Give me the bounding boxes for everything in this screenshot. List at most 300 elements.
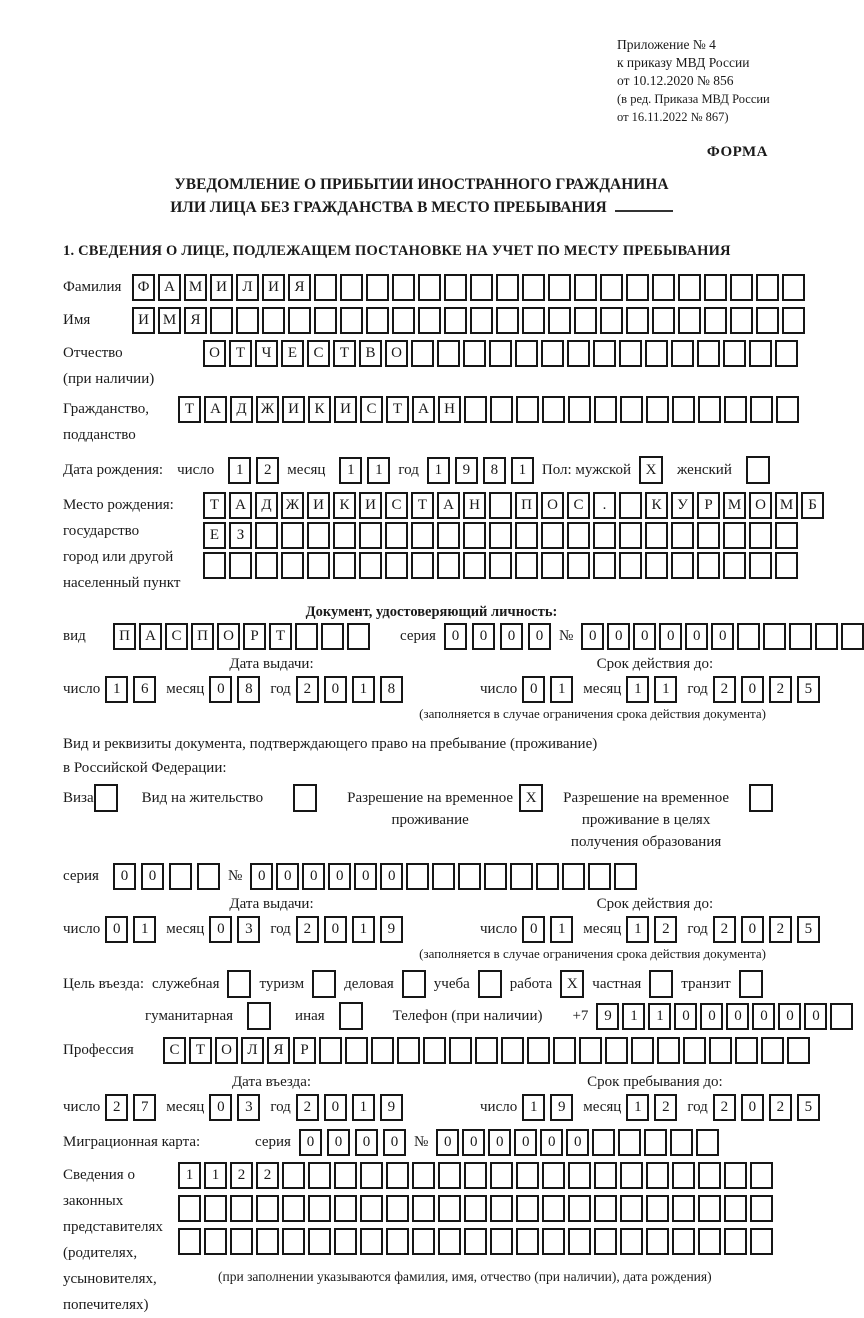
char-cell[interactable] <box>567 522 590 549</box>
char-cell[interactable] <box>392 307 415 334</box>
char-cell[interactable]: И <box>307 492 330 519</box>
char-cell[interactable] <box>334 1195 357 1222</box>
char-cell[interactable] <box>672 1162 695 1189</box>
char-cell[interactable] <box>178 1195 201 1222</box>
char-cell[interactable] <box>314 307 337 334</box>
char-cell[interactable] <box>709 1037 732 1064</box>
checkbox-visa[interactable] <box>94 784 118 812</box>
char-cell[interactable] <box>470 274 493 301</box>
char-cell[interactable]: 9 <box>380 916 403 943</box>
char-cell[interactable] <box>489 340 512 367</box>
char-cell[interactable]: 0 <box>804 1003 827 1030</box>
char-cell[interactable] <box>516 396 539 423</box>
char-cell[interactable]: 5 <box>797 676 820 703</box>
char-cell[interactable]: С <box>163 1037 186 1064</box>
char-cell[interactable]: 8 <box>237 676 260 703</box>
char-cell[interactable]: 2 <box>256 1162 279 1189</box>
char-cell[interactable] <box>371 1037 394 1064</box>
char-cell[interactable] <box>229 552 252 579</box>
char-cell[interactable]: 0 <box>674 1003 697 1030</box>
char-cell[interactable]: Н <box>463 492 486 519</box>
char-cell[interactable]: 0 <box>685 623 708 650</box>
checkbox-business[interactable] <box>402 970 426 998</box>
char-cell[interactable] <box>541 340 564 367</box>
char-cell[interactable] <box>645 340 668 367</box>
char-cell[interactable] <box>750 1228 773 1255</box>
char-cell[interactable] <box>464 1195 487 1222</box>
char-cell[interactable] <box>423 1037 446 1064</box>
char-cell[interactable] <box>256 1195 279 1222</box>
char-cell[interactable]: Я <box>184 307 207 334</box>
char-cell[interactable]: 3 <box>237 1094 260 1121</box>
char-cell[interactable] <box>594 1162 617 1189</box>
char-cell[interactable] <box>548 274 571 301</box>
char-cell[interactable] <box>230 1195 253 1222</box>
char-cell[interactable] <box>230 1228 253 1255</box>
char-cell[interactable]: З <box>229 522 252 549</box>
char-cell[interactable]: Д <box>230 396 253 423</box>
char-cell[interactable] <box>438 1228 461 1255</box>
char-cell[interactable]: 0 <box>659 623 682 650</box>
char-cell[interactable]: 0 <box>328 863 351 890</box>
char-cell[interactable] <box>204 1228 227 1255</box>
char-cell[interactable] <box>475 1037 498 1064</box>
char-cell[interactable] <box>724 396 747 423</box>
char-cell[interactable]: 1 <box>367 457 390 484</box>
char-cell[interactable] <box>510 863 533 890</box>
char-cell[interactable] <box>671 522 694 549</box>
char-cell[interactable]: 0 <box>778 1003 801 1030</box>
char-cell[interactable] <box>464 396 487 423</box>
char-cell[interactable]: 2 <box>296 1094 319 1121</box>
char-cell[interactable] <box>418 274 441 301</box>
char-cell[interactable]: 1 <box>622 1003 645 1030</box>
char-cell[interactable] <box>463 522 486 549</box>
char-cell[interactable]: К <box>308 396 331 423</box>
char-cell[interactable]: П <box>515 492 538 519</box>
char-cell[interactable] <box>490 1228 513 1255</box>
char-cell[interactable] <box>670 1129 693 1156</box>
char-cell[interactable] <box>672 396 695 423</box>
char-cell[interactable] <box>282 1228 305 1255</box>
char-cell[interactable] <box>696 1129 719 1156</box>
char-cell[interactable] <box>749 552 772 579</box>
char-cell[interactable]: 1 <box>550 676 573 703</box>
char-cell[interactable]: Н <box>438 396 461 423</box>
char-cell[interactable]: 0 <box>209 676 232 703</box>
char-cell[interactable]: 0 <box>522 676 545 703</box>
char-cell[interactable] <box>749 522 772 549</box>
char-cell[interactable]: 0 <box>299 1129 322 1156</box>
char-cell[interactable]: И <box>282 396 305 423</box>
char-cell[interactable]: О <box>385 340 408 367</box>
char-cell[interactable]: Е <box>281 340 304 367</box>
char-cell[interactable] <box>255 522 278 549</box>
char-cell[interactable] <box>516 1195 539 1222</box>
char-cell[interactable] <box>724 1162 747 1189</box>
char-cell[interactable]: 8 <box>483 457 506 484</box>
char-cell[interactable] <box>698 1162 721 1189</box>
char-cell[interactable] <box>542 1195 565 1222</box>
char-cell[interactable] <box>295 623 318 650</box>
char-cell[interactable]: Т <box>178 396 201 423</box>
char-cell[interactable]: А <box>412 396 435 423</box>
char-cell[interactable]: 1 <box>352 1094 375 1121</box>
char-cell[interactable]: 0 <box>302 863 325 890</box>
char-cell[interactable]: Я <box>288 274 311 301</box>
char-cell[interactable] <box>730 274 753 301</box>
char-cell[interactable] <box>750 1162 773 1189</box>
char-cell[interactable] <box>631 1037 654 1064</box>
char-cell[interactable] <box>605 1037 628 1064</box>
char-cell[interactable] <box>255 552 278 579</box>
char-cell[interactable] <box>463 340 486 367</box>
char-cell[interactable]: 0 <box>105 916 128 943</box>
char-cell[interactable] <box>489 552 512 579</box>
char-cell[interactable] <box>614 863 637 890</box>
char-cell[interactable] <box>620 1195 643 1222</box>
char-cell[interactable] <box>536 863 559 890</box>
char-cell[interactable] <box>730 307 753 334</box>
char-cell[interactable] <box>542 1228 565 1255</box>
checkbox-female[interactable] <box>746 456 770 484</box>
char-cell[interactable] <box>169 863 192 890</box>
checkbox-residence-permit[interactable] <box>293 784 317 812</box>
char-cell[interactable]: 1 <box>648 1003 671 1030</box>
char-cell[interactable] <box>542 1162 565 1189</box>
char-cell[interactable]: 1 <box>522 1094 545 1121</box>
char-cell[interactable] <box>594 396 617 423</box>
char-cell[interactable]: 2 <box>769 916 792 943</box>
char-cell[interactable] <box>787 1037 810 1064</box>
char-cell[interactable]: . <box>593 492 616 519</box>
char-cell[interactable]: 0 <box>324 916 347 943</box>
char-cell[interactable] <box>588 863 611 890</box>
char-cell[interactable]: 0 <box>528 623 551 650</box>
char-cell[interactable]: 9 <box>550 1094 573 1121</box>
char-cell[interactable]: К <box>333 492 356 519</box>
char-cell[interactable] <box>830 1003 853 1030</box>
char-cell[interactable] <box>626 307 649 334</box>
char-cell[interactable] <box>490 1162 513 1189</box>
char-cell[interactable]: 0 <box>711 623 734 650</box>
char-cell[interactable] <box>698 1195 721 1222</box>
char-cell[interactable]: 8 <box>380 676 403 703</box>
char-cell[interactable]: 0 <box>472 623 495 650</box>
char-cell[interactable] <box>527 1037 550 1064</box>
char-cell[interactable]: 0 <box>581 623 604 650</box>
char-cell[interactable] <box>593 340 616 367</box>
char-cell[interactable] <box>678 274 701 301</box>
char-cell[interactable] <box>314 274 337 301</box>
char-cell[interactable] <box>522 307 545 334</box>
char-cell[interactable] <box>437 522 460 549</box>
char-cell[interactable] <box>412 1195 435 1222</box>
char-cell[interactable]: 0 <box>276 863 299 890</box>
char-cell[interactable]: 2 <box>256 457 279 484</box>
char-cell[interactable] <box>548 307 571 334</box>
char-cell[interactable] <box>515 340 538 367</box>
char-cell[interactable] <box>574 274 597 301</box>
char-cell[interactable] <box>444 307 467 334</box>
char-cell[interactable]: А <box>158 274 181 301</box>
char-cell[interactable]: 0 <box>209 916 232 943</box>
char-cell[interactable] <box>470 307 493 334</box>
char-cell[interactable] <box>619 552 642 579</box>
char-cell[interactable]: 0 <box>540 1129 563 1156</box>
char-cell[interactable]: 1 <box>352 676 375 703</box>
char-cell[interactable]: Ж <box>256 396 279 423</box>
char-cell[interactable]: 2 <box>713 916 736 943</box>
checkbox-temp-residence[interactable]: X <box>519 784 543 812</box>
char-cell[interactable]: И <box>334 396 357 423</box>
char-cell[interactable]: 0 <box>209 1094 232 1121</box>
char-cell[interactable] <box>282 1195 305 1222</box>
char-cell[interactable] <box>308 1162 331 1189</box>
char-cell[interactable]: 6 <box>133 676 156 703</box>
char-cell[interactable]: 9 <box>455 457 478 484</box>
char-cell[interactable]: 0 <box>741 1094 764 1121</box>
char-cell[interactable] <box>203 552 226 579</box>
char-cell[interactable]: И <box>132 307 155 334</box>
char-cell[interactable] <box>562 863 585 890</box>
char-cell[interactable]: 1 <box>626 676 649 703</box>
char-cell[interactable]: Ж <box>281 492 304 519</box>
char-cell[interactable] <box>672 1228 695 1255</box>
checkbox-tourism[interactable] <box>312 970 336 998</box>
char-cell[interactable] <box>541 552 564 579</box>
char-cell[interactable]: 0 <box>522 916 545 943</box>
char-cell[interactable]: 0 <box>383 1129 406 1156</box>
char-cell[interactable] <box>333 522 356 549</box>
char-cell[interactable] <box>386 1195 409 1222</box>
char-cell[interactable] <box>750 396 773 423</box>
char-cell[interactable] <box>236 307 259 334</box>
char-cell[interactable] <box>360 1195 383 1222</box>
char-cell[interactable] <box>334 1162 357 1189</box>
char-cell[interactable]: 1 <box>626 1094 649 1121</box>
char-cell[interactable] <box>735 1037 758 1064</box>
char-cell[interactable]: П <box>113 623 136 650</box>
char-cell[interactable] <box>775 522 798 549</box>
char-cell[interactable] <box>489 492 512 519</box>
char-cell[interactable] <box>698 1228 721 1255</box>
char-cell[interactable] <box>568 396 591 423</box>
char-cell[interactable]: 1 <box>105 676 128 703</box>
char-cell[interactable]: П <box>191 623 214 650</box>
char-cell[interactable] <box>723 340 746 367</box>
char-cell[interactable] <box>592 1129 615 1156</box>
char-cell[interactable] <box>406 863 429 890</box>
char-cell[interactable] <box>600 307 623 334</box>
char-cell[interactable] <box>697 522 720 549</box>
char-cell[interactable]: И <box>210 274 233 301</box>
char-cell[interactable]: И <box>359 492 382 519</box>
char-cell[interactable] <box>385 522 408 549</box>
char-cell[interactable]: Т <box>411 492 434 519</box>
char-cell[interactable] <box>256 1228 279 1255</box>
char-cell[interactable]: 1 <box>204 1162 227 1189</box>
char-cell[interactable]: 0 <box>444 623 467 650</box>
char-cell[interactable] <box>418 307 441 334</box>
char-cell[interactable]: 0 <box>488 1129 511 1156</box>
char-cell[interactable] <box>412 1228 435 1255</box>
char-cell[interactable] <box>411 522 434 549</box>
char-cell[interactable]: 0 <box>500 623 523 650</box>
char-cell[interactable]: О <box>203 340 226 367</box>
char-cell[interactable] <box>775 340 798 367</box>
char-cell[interactable] <box>756 307 779 334</box>
char-cell[interactable]: И <box>262 274 285 301</box>
char-cell[interactable] <box>262 307 285 334</box>
char-cell[interactable]: К <box>645 492 668 519</box>
char-cell[interactable]: 2 <box>769 676 792 703</box>
char-cell[interactable]: Т <box>189 1037 212 1064</box>
char-cell[interactable] <box>646 1162 669 1189</box>
char-cell[interactable] <box>683 1037 706 1064</box>
char-cell[interactable] <box>397 1037 420 1064</box>
char-cell[interactable] <box>542 396 565 423</box>
char-cell[interactable]: 0 <box>327 1129 350 1156</box>
char-cell[interactable] <box>489 522 512 549</box>
char-cell[interactable] <box>210 307 233 334</box>
char-cell[interactable]: 0 <box>607 623 630 650</box>
char-cell[interactable]: Р <box>697 492 720 519</box>
checkbox-temp-residence-edu[interactable] <box>749 784 773 812</box>
char-cell[interactable]: М <box>158 307 181 334</box>
char-cell[interactable]: 0 <box>324 676 347 703</box>
char-cell[interactable]: Я <box>267 1037 290 1064</box>
char-cell[interactable]: 0 <box>633 623 656 650</box>
char-cell[interactable] <box>620 1162 643 1189</box>
char-cell[interactable] <box>776 396 799 423</box>
char-cell[interactable] <box>281 552 304 579</box>
checkbox-official[interactable] <box>227 970 251 998</box>
checkbox-male[interactable]: X <box>639 456 663 484</box>
char-cell[interactable]: Р <box>293 1037 316 1064</box>
char-cell[interactable] <box>763 623 786 650</box>
char-cell[interactable] <box>646 1195 669 1222</box>
char-cell[interactable] <box>671 340 694 367</box>
char-cell[interactable]: Ф <box>132 274 155 301</box>
char-cell[interactable]: Ч <box>255 340 278 367</box>
char-cell[interactable]: Т <box>333 340 356 367</box>
char-cell[interactable] <box>359 552 382 579</box>
char-cell[interactable]: О <box>217 623 240 650</box>
char-cell[interactable]: 0 <box>566 1129 589 1156</box>
char-cell[interactable]: С <box>567 492 590 519</box>
char-cell[interactable]: 0 <box>324 1094 347 1121</box>
char-cell[interactable] <box>204 1195 227 1222</box>
char-cell[interactable] <box>359 522 382 549</box>
char-cell[interactable] <box>411 552 434 579</box>
char-cell[interactable] <box>619 340 642 367</box>
char-cell[interactable] <box>645 552 668 579</box>
char-cell[interactable]: 1 <box>626 916 649 943</box>
char-cell[interactable] <box>704 274 727 301</box>
char-cell[interactable]: 0 <box>250 863 273 890</box>
char-cell[interactable]: Л <box>241 1037 264 1064</box>
char-cell[interactable] <box>657 1037 680 1064</box>
char-cell[interactable] <box>593 522 616 549</box>
char-cell[interactable] <box>432 863 455 890</box>
char-cell[interactable] <box>841 623 864 650</box>
char-cell[interactable] <box>319 1037 342 1064</box>
char-cell[interactable] <box>567 552 590 579</box>
char-cell[interactable]: 1 <box>339 457 362 484</box>
char-cell[interactable] <box>449 1037 472 1064</box>
char-cell[interactable]: 7 <box>133 1094 156 1121</box>
char-cell[interactable]: 0 <box>141 863 164 890</box>
char-cell[interactable] <box>347 623 370 650</box>
char-cell[interactable] <box>340 307 363 334</box>
char-cell[interactable]: 1 <box>352 916 375 943</box>
char-cell[interactable]: 0 <box>355 1129 378 1156</box>
char-cell[interactable]: 2 <box>713 1094 736 1121</box>
char-cell[interactable]: О <box>541 492 564 519</box>
char-cell[interactable]: О <box>749 492 772 519</box>
char-cell[interactable] <box>307 522 330 549</box>
char-cell[interactable] <box>567 340 590 367</box>
char-cell[interactable] <box>644 1129 667 1156</box>
char-cell[interactable] <box>438 1195 461 1222</box>
char-cell[interactable]: 2 <box>769 1094 792 1121</box>
char-cell[interactable] <box>568 1228 591 1255</box>
char-cell[interactable] <box>345 1037 368 1064</box>
char-cell[interactable] <box>366 307 389 334</box>
char-cell[interactable]: 1 <box>654 676 677 703</box>
char-cell[interactable]: 1 <box>133 916 156 943</box>
char-cell[interactable] <box>288 307 311 334</box>
char-cell[interactable] <box>437 340 460 367</box>
char-cell[interactable] <box>308 1228 331 1255</box>
char-cell[interactable] <box>178 1228 201 1255</box>
char-cell[interactable] <box>458 863 481 890</box>
char-cell[interactable]: 0 <box>380 863 403 890</box>
char-cell[interactable] <box>782 274 805 301</box>
char-cell[interactable] <box>594 1228 617 1255</box>
char-cell[interactable] <box>698 396 721 423</box>
char-cell[interactable]: 0 <box>726 1003 749 1030</box>
char-cell[interactable] <box>412 1162 435 1189</box>
char-cell[interactable] <box>600 274 623 301</box>
char-cell[interactable] <box>756 274 779 301</box>
char-cell[interactable] <box>464 1162 487 1189</box>
char-cell[interactable] <box>646 396 669 423</box>
char-cell[interactable] <box>761 1037 784 1064</box>
char-cell[interactable] <box>672 1195 695 1222</box>
char-cell[interactable] <box>411 340 434 367</box>
char-cell[interactable]: Б <box>801 492 824 519</box>
char-cell[interactable] <box>593 552 616 579</box>
checkbox-work[interactable]: X <box>560 970 584 998</box>
char-cell[interactable] <box>579 1037 602 1064</box>
char-cell[interactable]: Т <box>229 340 252 367</box>
char-cell[interactable]: 2 <box>296 916 319 943</box>
char-cell[interactable] <box>386 1162 409 1189</box>
char-cell[interactable]: 0 <box>514 1129 537 1156</box>
char-cell[interactable] <box>749 340 772 367</box>
char-cell[interactable]: 9 <box>596 1003 619 1030</box>
char-cell[interactable] <box>490 396 513 423</box>
char-cell[interactable]: А <box>229 492 252 519</box>
char-cell[interactable] <box>652 274 675 301</box>
char-cell[interactable] <box>516 1162 539 1189</box>
char-cell[interactable]: Д <box>255 492 278 519</box>
char-cell[interactable] <box>360 1162 383 1189</box>
char-cell[interactable] <box>496 274 519 301</box>
char-cell[interactable]: 1 <box>178 1162 201 1189</box>
